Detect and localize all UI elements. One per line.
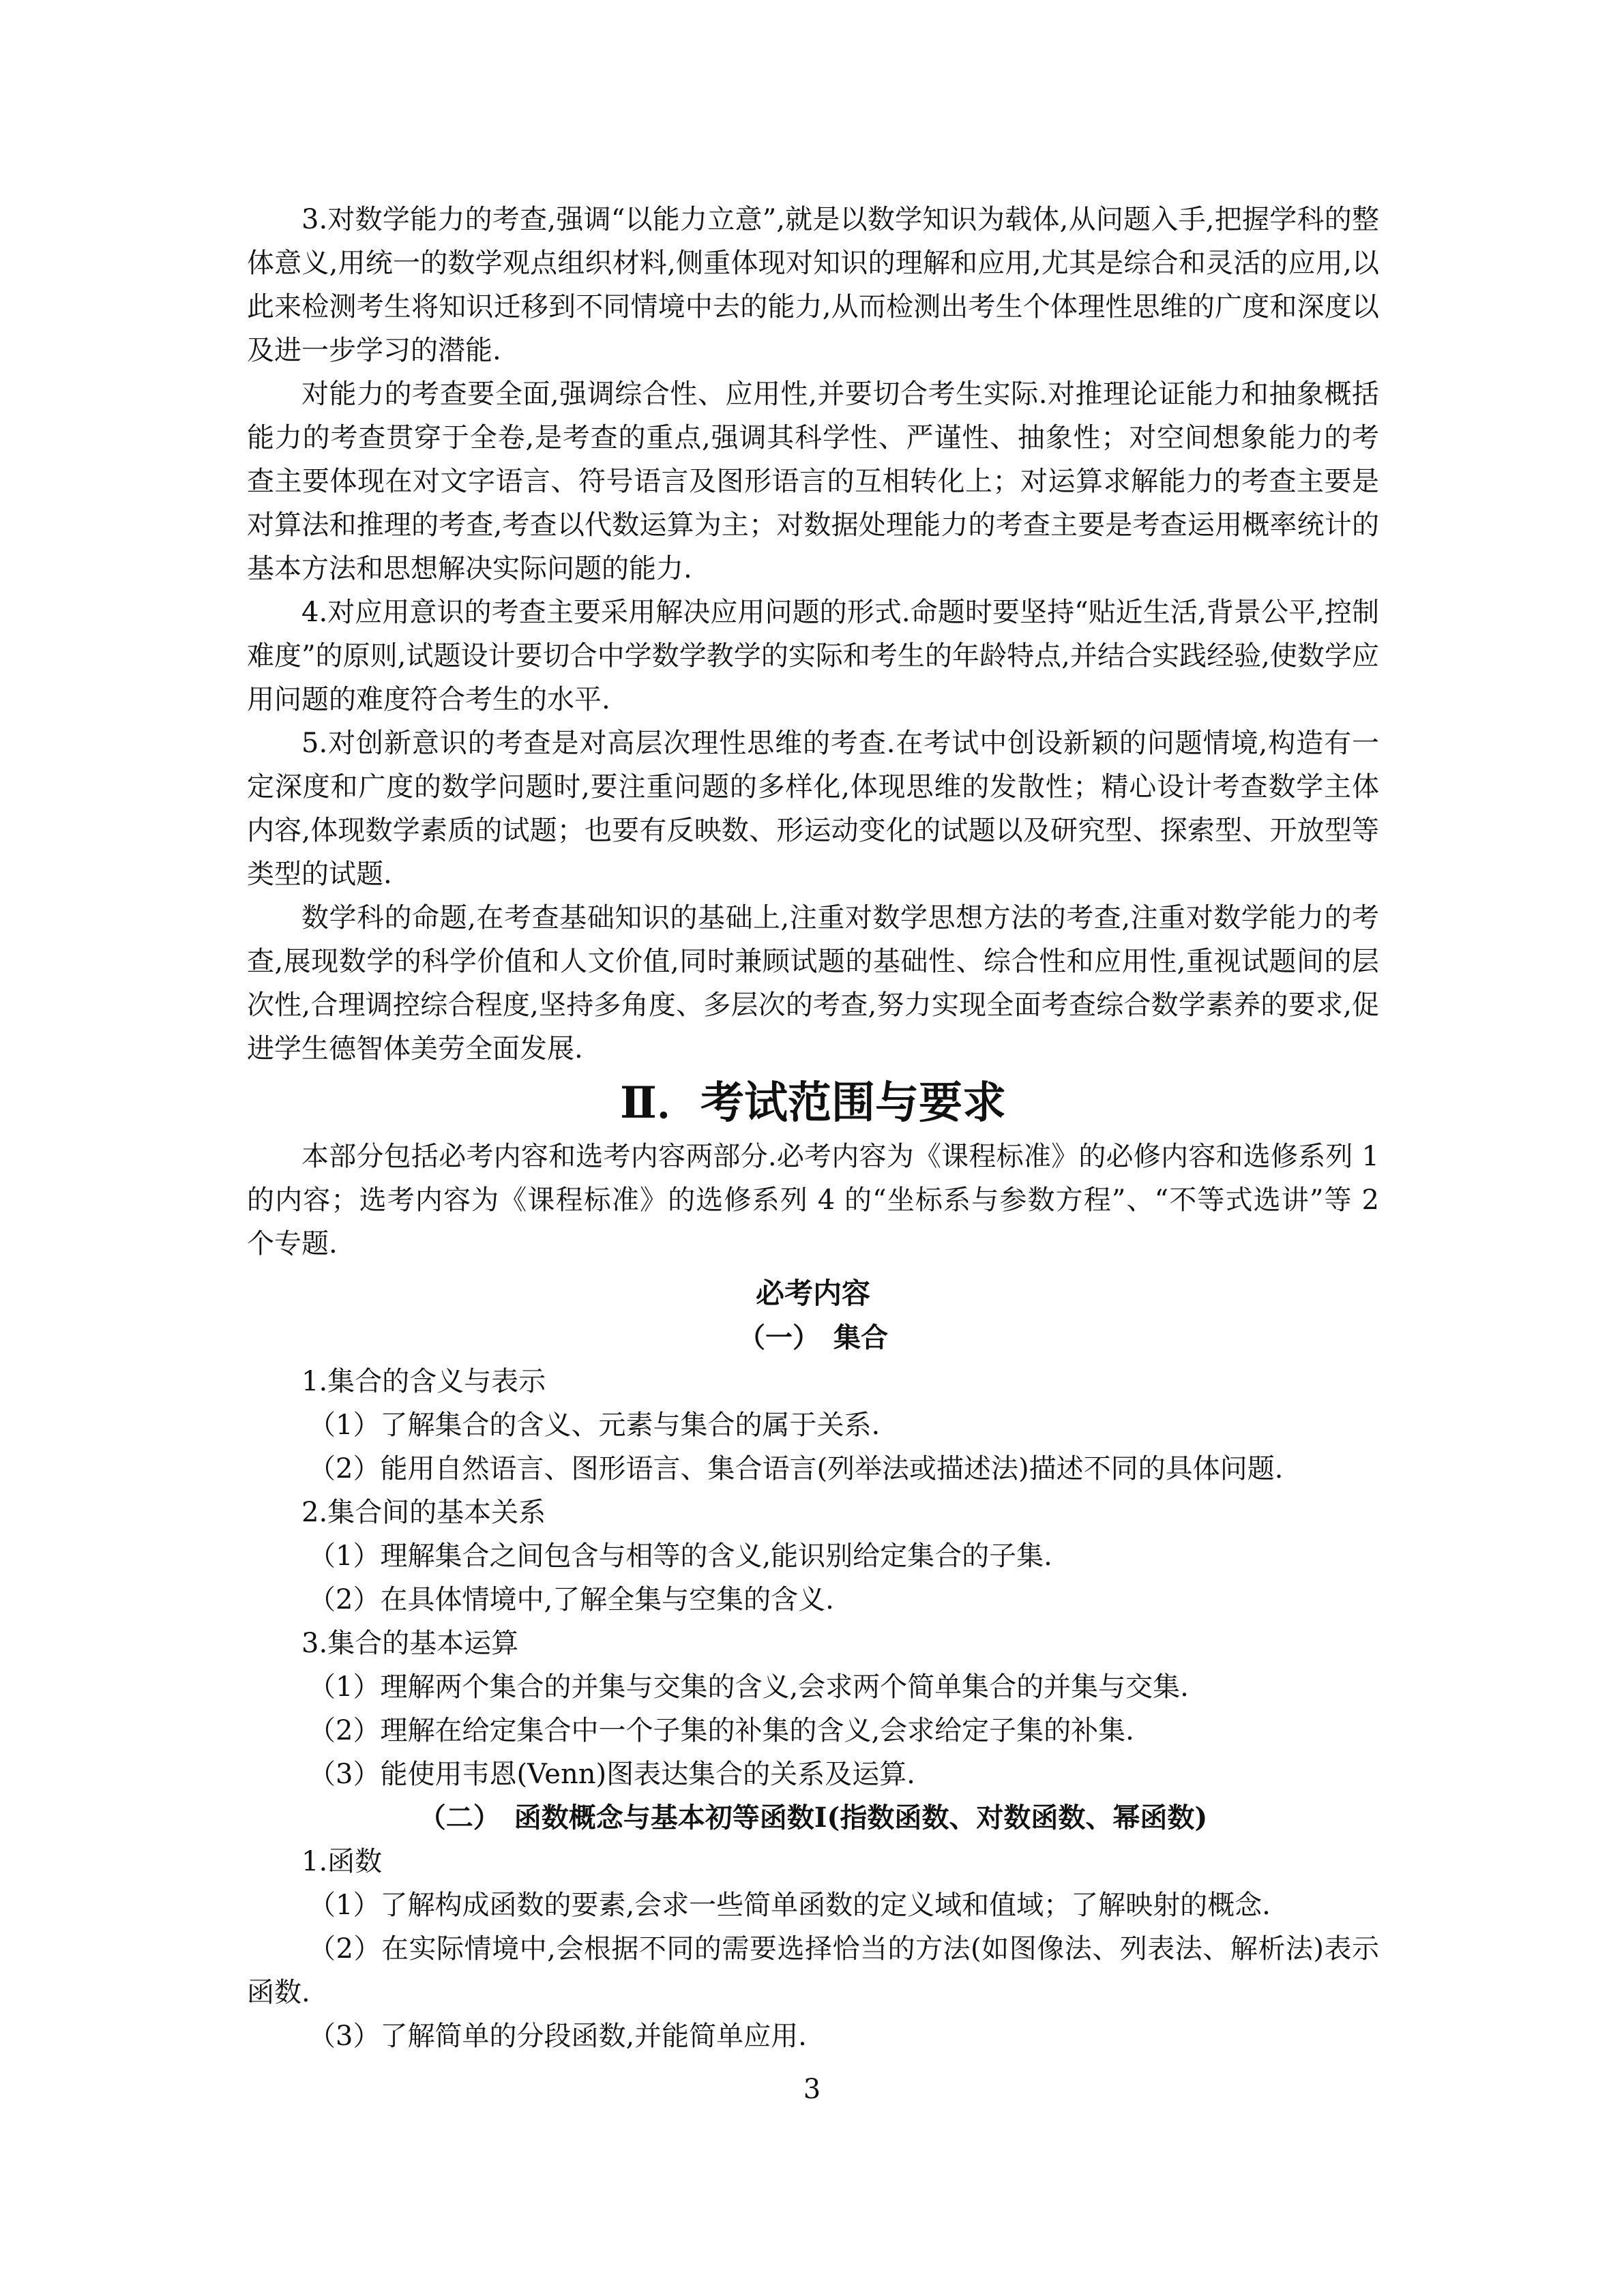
main-title: Ⅱ．考试范围与要求	[620, 1077, 1006, 1129]
subitem: （2）理解在给定集合中一个子集的补集的含义,会求给定子集的补集.	[308, 1715, 1134, 1746]
subitem: （2）在具体情境中,了解全集与空集的含义.	[308, 1584, 834, 1615]
paragraph-math-proposition: 数学科的命题,在考查基础知识的基础上,注重对数学思想方法的考查,注重对数学能力的考查,展现数学的科学价值和人文价值,同时兼顾试题的基础性、综合性和应用性,重视试题间的层次性,合理调控综合程度,坚持多角度、多层次的考查,努力实现全面考查综合数学素养的要求,促进学生德智体美劳全面发展.	[247, 902, 1379, 1064]
paragraph-ability-assessment: 对能力的考查要全面,强调综合性、应用性,并要切合考生实际.对推理论证能力和抽象概括能力的考查贯穿于全卷,是考查的重点,强调其科学性、严谨性、抽象性；对空间想象能力的考查主要体现在对文字语言、符号语言及图形语言的互相转化上；对运算求解能力的考查主要是对算法和推理的考查,考查以代数运算为主；对数据处理能力的考查主要是考查运用概率统计的基本方法和思想解决实际问题的能力.	[247, 378, 1379, 584]
paragraph-scope-intro: 本部分包括必考内容和选考内容两部分.必考内容为《课程标准》的必修内容和选修系列 1 的内容；选考内容为《课程标准》的选修系列 4 的“坐标系与参数方程”、“不等式选讲”等 2 个专题.	[247, 1141, 1379, 1259]
page-content	[247, 198, 1379, 2058]
subitem: （2）在实际情境中,会根据不同的需要选择恰当的方法(如图像法、列表法、解析法)表示函数.	[247, 1933, 1379, 2008]
subitem: （1）理解集合之间包含与相等的含义,能识别给定集合的子集.	[308, 1540, 1052, 1572]
item-heading-set-meaning: 1.集合的含义与表示	[301, 1366, 546, 1397]
page-number: 3	[803, 2074, 821, 2105]
paragraph-innovation-awareness: 5.对创新意识的考查是对高层次理性思维的考查.在考试中创设新颖的问题情境,构造有一定深度和广度的数学问题时,要注重问题的多样化,体现思维的发散性；精心设计考查数学主体内容,体现数学素质的试题；也要有反映数、形运动变化的试题以及研究型、探索型、开放型等类型的试题.	[247, 728, 1379, 890]
subsection-title-functions: （二） 函数概念与基本初等函数Ⅰ(指数函数、对数函数、幂函数)	[418, 1802, 1208, 1834]
item-heading-set-relations: 2.集合间的基本关系	[301, 1497, 546, 1528]
item-heading-functions: 1.函数	[301, 1846, 383, 1877]
subsection-title-sets: （一） 集合	[738, 1322, 888, 1354]
subitem: （3）了解简单的分段函数,并能简单应用.	[308, 2021, 807, 2052]
subitem: （1）了解构成函数的要素,会求一些简单函数的定义域和值域；了解映射的概念.	[308, 1890, 1271, 1921]
item-heading-set-operations: 3.集合的基本运算	[301, 1628, 519, 1659]
paragraph-math-ability: 3.对数学能力的考查,强调“以能力立意”,就是以数学知识为载体,从问题入手,把握学科的整体意义,用统一的数学观点组织材料,侧重体现对知识的理解和应用,尤其是综合和灵活的应用,以此来检测考生将知识迁移到不同情境中去的能力,从而检测出考生个体理性思维的广度和深度以及进一步学习的潜能.	[247, 204, 1379, 366]
paragraph-application-awareness: 4.对应用意识的考查主要采用解决应用问题的形式.命题时要坚持“贴近生活,背景公平,控制难度”的原则,试题设计要切合中学数学教学的实际和考生的年龄特点,并结合实践经验,使数学应用问题的难度符合考生的水平.	[247, 597, 1379, 715]
section-title-required: 必考内容	[755, 1277, 870, 1310]
subitem: （1）了解集合的含义、元素与集合的属于关系.	[308, 1410, 881, 1441]
subitem: （1）理解两个集合的并集与交集的含义,会求两个简单集合的并集与交集.	[308, 1671, 1189, 1703]
subitem: （2）能用自然语言、图形语言、集合语言(列举法或描述法)描述不同的具体问题.	[308, 1453, 1284, 1485]
subitem: （3）能使用韦恩(Venn)图表达集合的关系及运算.	[308, 1759, 915, 1790]
